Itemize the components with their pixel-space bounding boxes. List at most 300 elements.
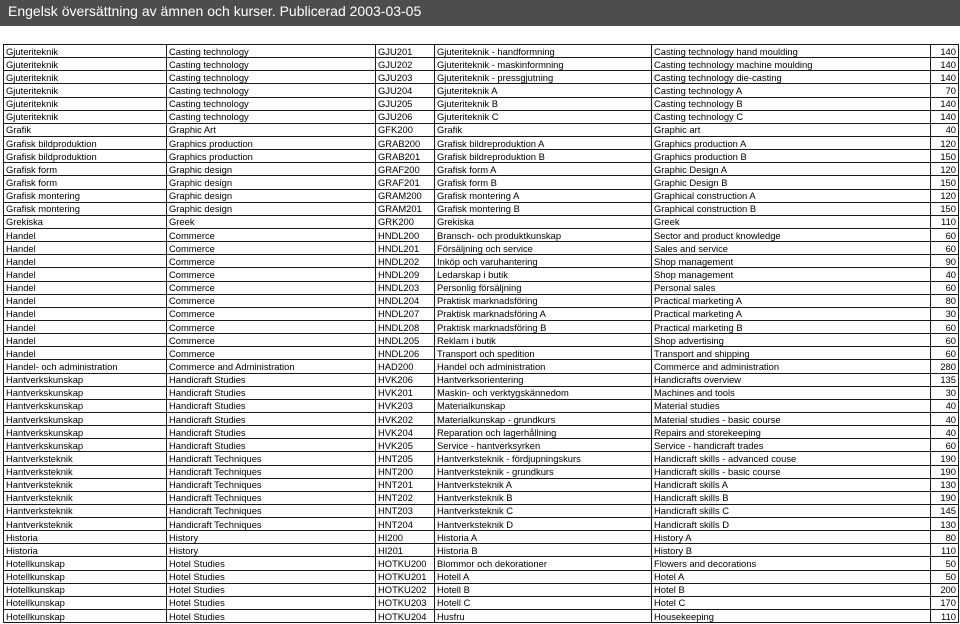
course-code-cell: HAD200 <box>376 360 435 373</box>
course-sv-cell: Grafik <box>435 123 652 136</box>
subject-sv-cell: Grafisk bildproduktion <box>4 136 167 149</box>
subject-en-cell: Hotel Studies <box>167 596 376 609</box>
table-row <box>4 123 959 136</box>
course-en-cell: Personal sales <box>652 281 931 294</box>
course-code-cell: HNT201 <box>376 478 435 491</box>
subject-sv-cell: Hantverksteknik <box>4 518 167 531</box>
course-en-cell: Greek <box>652 215 931 228</box>
course-sv-cell: Handel och administration <box>435 360 652 373</box>
course-sv-cell: Grafisk form A <box>435 163 652 176</box>
subject-en-cell: Handicraft Studies <box>167 399 376 412</box>
table-row <box>4 84 959 97</box>
table-row <box>4 373 959 386</box>
points-cell: 60 <box>931 334 959 347</box>
course-en-cell: Shop management <box>652 268 931 281</box>
course-en-cell: Hotel C <box>652 596 931 609</box>
course-en-cell: History A <box>652 531 931 544</box>
table-row <box>4 531 959 544</box>
subject-sv-cell: Hantverksteknik <box>4 491 167 504</box>
subject-sv-cell: Gjuteriteknik <box>4 110 167 123</box>
subject-en-cell: Graphic design <box>167 202 376 215</box>
points-cell: 120 <box>931 136 959 149</box>
course-code-cell: HNDL202 <box>376 255 435 268</box>
course-code-cell: HNDL207 <box>376 307 435 320</box>
subject-en-cell: Casting technology <box>167 97 376 110</box>
course-sv-cell: Gjuteriteknik - pressgjutning <box>435 71 652 84</box>
course-sv-cell: Service - hantverksyrken <box>435 439 652 452</box>
course-sv-cell: Gjuteriteknik - handformning <box>435 45 652 58</box>
course-sv-cell: Husfru <box>435 610 652 623</box>
subject-sv-cell: Hotellkunskap <box>4 583 167 596</box>
points-cell: 60 <box>931 228 959 241</box>
subject-sv-cell: Grafisk montering <box>4 189 167 202</box>
points-cell: 135 <box>931 373 959 386</box>
course-code-cell: HNDL209 <box>376 268 435 281</box>
points-cell: 120 <box>931 189 959 202</box>
course-code-cell: HNDL204 <box>376 294 435 307</box>
course-sv-cell: Ledarskap i butik <box>435 268 652 281</box>
course-sv-cell: Grafisk bildreproduktion B <box>435 150 652 163</box>
course-code-cell: GRAB200 <box>376 136 435 149</box>
course-sv-cell: Historia B <box>435 544 652 557</box>
course-code-cell: HVK202 <box>376 412 435 425</box>
subject-sv-cell: Handel <box>4 242 167 255</box>
subject-sv-cell: Grafik <box>4 123 167 136</box>
course-code-cell: GJU206 <box>376 110 435 123</box>
course-en-cell: Shop advertising <box>652 334 931 347</box>
course-en-cell: Housekeeping <box>652 610 931 623</box>
subject-sv-cell: Hantverksteknik <box>4 452 167 465</box>
subject-sv-cell: Hotellkunskap <box>4 596 167 609</box>
points-cell: 140 <box>931 110 959 123</box>
course-sv-cell: Grekiska <box>435 215 652 228</box>
course-code-cell: HNDL206 <box>376 347 435 360</box>
subject-en-cell: Casting technology <box>167 110 376 123</box>
table-row <box>4 281 959 294</box>
course-en-cell: History B <box>652 544 931 557</box>
page-header <box>0 0 960 26</box>
subject-sv-cell: Grekiska <box>4 215 167 228</box>
course-code-cell: GRAF201 <box>376 176 435 189</box>
table-row <box>4 176 959 189</box>
subject-en-cell: Hotel Studies <box>167 557 376 570</box>
table-row <box>4 294 959 307</box>
subject-en-cell: Commerce and Administration <box>167 360 376 373</box>
course-en-cell: Graphical construction B <box>652 202 931 215</box>
subject-en-cell: Handicraft Techniques <box>167 465 376 478</box>
table-row <box>4 570 959 583</box>
points-cell: 150 <box>931 150 959 163</box>
course-en-cell: Transport and shipping <box>652 347 931 360</box>
points-cell: 90 <box>931 255 959 268</box>
course-en-cell: Casting technology hand moulding <box>652 45 931 58</box>
course-en-cell: Sector and product knowledge <box>652 228 931 241</box>
points-cell: 140 <box>931 71 959 84</box>
table-row <box>4 360 959 373</box>
subject-sv-cell: Hantverkskunskap <box>4 426 167 439</box>
course-en-cell: Practical marketing B <box>652 320 931 333</box>
course-sv-cell: Materialkunskap <box>435 399 652 412</box>
points-cell: 130 <box>931 478 959 491</box>
course-code-cell: GJU203 <box>376 71 435 84</box>
points-cell: 60 <box>931 320 959 333</box>
course-sv-cell: Försäljning och service <box>435 242 652 255</box>
course-code-cell: HOTKU204 <box>376 610 435 623</box>
subject-sv-cell: Handel <box>4 228 167 241</box>
course-sv-cell: Hotell C <box>435 596 652 609</box>
table-row <box>4 386 959 399</box>
subject-en-cell: Handicraft Studies <box>167 386 376 399</box>
table-row <box>4 439 959 452</box>
subject-en-cell: Commerce <box>167 242 376 255</box>
course-code-cell: HVK204 <box>376 426 435 439</box>
subject-en-cell: Handicraft Techniques <box>167 452 376 465</box>
course-code-cell: HNDL205 <box>376 334 435 347</box>
course-code-cell: GFK200 <box>376 123 435 136</box>
subject-en-cell: Commerce <box>167 281 376 294</box>
points-cell: 60 <box>931 347 959 360</box>
course-en-cell: Repairs and storekeeping <box>652 426 931 439</box>
subject-en-cell: Handicraft Studies <box>167 439 376 452</box>
subject-en-cell: Greek <box>167 215 376 228</box>
table-row <box>4 163 959 176</box>
table-row <box>4 242 959 255</box>
table-row <box>4 465 959 478</box>
course-en-cell: Hotel A <box>652 570 931 583</box>
table-row <box>4 268 959 281</box>
subject-sv-cell: Gjuteriteknik <box>4 58 167 71</box>
page-title: Engelsk översättning av ämnen och kurser. Publicerad 2003-03-05 <box>8 3 422 19</box>
course-code-cell: HOTKU202 <box>376 583 435 596</box>
course-code-cell: GRAB201 <box>376 150 435 163</box>
points-cell: 190 <box>931 452 959 465</box>
subject-en-cell: Hotel Studies <box>167 583 376 596</box>
course-sv-cell: Hantverksteknik - grundkurs <box>435 465 652 478</box>
course-en-cell: Material studies <box>652 399 931 412</box>
subject-en-cell: Commerce <box>167 228 376 241</box>
subject-en-cell: Casting technology <box>167 58 376 71</box>
course-sv-cell: Grafisk montering B <box>435 202 652 215</box>
course-table <box>3 44 959 623</box>
subject-en-cell: Hotel Studies <box>167 610 376 623</box>
table-row <box>4 334 959 347</box>
points-cell: 140 <box>931 45 959 58</box>
subject-sv-cell: Handel <box>4 347 167 360</box>
course-code-cell: HOTKU200 <box>376 557 435 570</box>
points-cell: 30 <box>931 386 959 399</box>
table-row <box>4 320 959 333</box>
subject-en-cell: Commerce <box>167 334 376 347</box>
table-row <box>4 202 959 215</box>
subject-sv-cell: Hantverkskunskap <box>4 439 167 452</box>
subject-sv-cell: Historia <box>4 544 167 557</box>
subject-sv-cell: Hantverkskunskap <box>4 412 167 425</box>
course-en-cell: Casting technology machine moulding <box>652 58 931 71</box>
course-en-cell: Machines and tools <box>652 386 931 399</box>
table-row <box>4 399 959 412</box>
course-en-cell: Casting technology C <box>652 110 931 123</box>
subject-sv-cell: Handel- och administration <box>4 360 167 373</box>
subject-sv-cell: Gjuteriteknik <box>4 97 167 110</box>
course-sv-cell: Grafisk bildreproduktion A <box>435 136 652 149</box>
course-sv-cell: Hantverksteknik - fördjupningskurs <box>435 452 652 465</box>
subject-sv-cell: Gjuteriteknik <box>4 84 167 97</box>
subject-sv-cell: Hantverksteknik <box>4 465 167 478</box>
course-sv-cell: Reklam i butik <box>435 334 652 347</box>
course-en-cell: Graphic art <box>652 123 931 136</box>
course-sv-cell: Grafisk montering A <box>435 189 652 202</box>
subject-en-cell: Handicraft Techniques <box>167 518 376 531</box>
points-cell: 60 <box>931 281 959 294</box>
course-code-cell: HNDL201 <box>376 242 435 255</box>
points-cell: 110 <box>931 215 959 228</box>
table-row <box>4 255 959 268</box>
table-row <box>4 610 959 623</box>
points-cell: 145 <box>931 504 959 517</box>
subject-en-cell: Commerce <box>167 347 376 360</box>
points-cell: 150 <box>931 202 959 215</box>
course-en-cell: Handicraft skills D <box>652 518 931 531</box>
course-en-cell: Graphical construction A <box>652 189 931 202</box>
course-en-cell: Sales and service <box>652 242 931 255</box>
course-en-cell: Handicraft skills A <box>652 478 931 491</box>
points-cell: 190 <box>931 491 959 504</box>
course-sv-cell: Hotell B <box>435 583 652 596</box>
subject-en-cell: Commerce <box>167 320 376 333</box>
subject-sv-cell: Handel <box>4 334 167 347</box>
course-en-cell: Handicraft skills C <box>652 504 931 517</box>
points-cell: 40 <box>931 412 959 425</box>
table-row <box>4 426 959 439</box>
course-code-cell: GRAF200 <box>376 163 435 176</box>
table-row <box>4 189 959 202</box>
subject-sv-cell: Hantverksteknik <box>4 504 167 517</box>
subject-sv-cell: Hotellkunskap <box>4 570 167 583</box>
course-code-cell: HI201 <box>376 544 435 557</box>
subject-sv-cell: Hotellkunskap <box>4 610 167 623</box>
subject-sv-cell: Hantverkskunskap <box>4 386 167 399</box>
subject-sv-cell: Handel <box>4 307 167 320</box>
points-cell: 30 <box>931 307 959 320</box>
course-en-cell: Hotel B <box>652 583 931 596</box>
subject-en-cell: Commerce <box>167 307 376 320</box>
course-code-cell: GRK200 <box>376 215 435 228</box>
table-row <box>4 45 959 58</box>
subject-en-cell: Graphic design <box>167 163 376 176</box>
points-cell: 170 <box>931 596 959 609</box>
course-code-cell: HNDL203 <box>376 281 435 294</box>
course-sv-cell: Maskin- och verktygskännedom <box>435 386 652 399</box>
points-cell: 80 <box>931 294 959 307</box>
table-row <box>4 452 959 465</box>
subject-en-cell: Commerce <box>167 255 376 268</box>
points-cell: 40 <box>931 268 959 281</box>
subject-en-cell: Hotel Studies <box>167 570 376 583</box>
subject-en-cell: Handicraft Techniques <box>167 491 376 504</box>
table-row <box>4 71 959 84</box>
course-en-cell: Graphics production B <box>652 150 931 163</box>
points-cell: 110 <box>931 544 959 557</box>
course-en-cell: Casting technology die-casting <box>652 71 931 84</box>
course-code-cell: GJU204 <box>376 84 435 97</box>
points-cell: 50 <box>931 570 959 583</box>
course-sv-cell: Hantverksteknik C <box>435 504 652 517</box>
points-cell: 80 <box>931 531 959 544</box>
points-cell: 140 <box>931 58 959 71</box>
table-body <box>4 45 959 623</box>
points-cell: 150 <box>931 176 959 189</box>
points-cell: 110 <box>931 610 959 623</box>
course-sv-cell: Reparation och lagerhållning <box>435 426 652 439</box>
points-cell: 130 <box>931 518 959 531</box>
course-en-cell: Practical marketing A <box>652 294 931 307</box>
table-row <box>4 583 959 596</box>
course-sv-cell: Praktisk marknadsföring <box>435 294 652 307</box>
course-sv-cell: Hantverksorientering <box>435 373 652 386</box>
table-row <box>4 478 959 491</box>
course-en-cell: Handicraft skills - advanced couse <box>652 452 931 465</box>
course-en-cell: Practical marketing A <box>652 307 931 320</box>
course-sv-cell: Hotell A <box>435 570 652 583</box>
points-cell: 40 <box>931 426 959 439</box>
table-row <box>4 412 959 425</box>
course-sv-cell: Personlig försäljning <box>435 281 652 294</box>
course-en-cell: Casting technology A <box>652 84 931 97</box>
subject-sv-cell: Historia <box>4 531 167 544</box>
points-cell: 120 <box>931 163 959 176</box>
course-en-cell: Graphics production A <box>652 136 931 149</box>
course-sv-cell: Gjuteriteknik B <box>435 97 652 110</box>
subject-sv-cell: Hantverksteknik <box>4 478 167 491</box>
subject-sv-cell: Hantverkskunskap <box>4 373 167 386</box>
subject-sv-cell: Gjuteriteknik <box>4 71 167 84</box>
course-sv-cell: Hantverksteknik B <box>435 491 652 504</box>
table-row <box>4 347 959 360</box>
subject-en-cell: Graphics production <box>167 136 376 149</box>
course-code-cell: HNT202 <box>376 491 435 504</box>
subject-en-cell: Commerce <box>167 268 376 281</box>
subject-en-cell: Graphic design <box>167 189 376 202</box>
subject-en-cell: Graphics production <box>167 150 376 163</box>
points-cell: 60 <box>931 439 959 452</box>
table-row <box>4 228 959 241</box>
course-sv-cell: Praktisk marknadsföring B <box>435 320 652 333</box>
subject-en-cell: Handicraft Studies <box>167 373 376 386</box>
table-row <box>4 58 959 71</box>
points-cell: 280 <box>931 360 959 373</box>
subject-en-cell: Casting technology <box>167 84 376 97</box>
points-cell: 60 <box>931 242 959 255</box>
table-row <box>4 150 959 163</box>
course-code-cell: GJU205 <box>376 97 435 110</box>
table-row <box>4 307 959 320</box>
course-en-cell: Shop management <box>652 255 931 268</box>
course-en-cell: Service - handicraft trades <box>652 439 931 452</box>
subject-sv-cell: Handel <box>4 255 167 268</box>
course-en-cell: Flowers and decorations <box>652 557 931 570</box>
course-code-cell: HNT205 <box>376 452 435 465</box>
table-row <box>4 491 959 504</box>
table-row <box>4 136 959 149</box>
subject-sv-cell: Gjuteriteknik <box>4 45 167 58</box>
course-code-cell: HOTKU201 <box>376 570 435 583</box>
course-code-cell: HNT200 <box>376 465 435 478</box>
subject-en-cell: History <box>167 544 376 557</box>
course-sv-cell: Praktisk marknadsföring A <box>435 307 652 320</box>
points-cell: 190 <box>931 465 959 478</box>
course-code-cell: HNDL200 <box>376 228 435 241</box>
table-row <box>4 97 959 110</box>
points-cell: 40 <box>931 399 959 412</box>
course-en-cell: Material studies - basic course <box>652 412 931 425</box>
subject-sv-cell: Handel <box>4 320 167 333</box>
course-en-cell: Handicraft skills B <box>652 491 931 504</box>
course-code-cell: GJU202 <box>376 58 435 71</box>
subject-sv-cell: Grafisk form <box>4 163 167 176</box>
course-code-cell: HVK205 <box>376 439 435 452</box>
course-code-cell: HNT204 <box>376 518 435 531</box>
course-code-cell: HOTKU203 <box>376 596 435 609</box>
subject-en-cell: Handicraft Techniques <box>167 504 376 517</box>
subject-sv-cell: Grafisk montering <box>4 202 167 215</box>
points-cell: 50 <box>931 557 959 570</box>
points-cell: 200 <box>931 583 959 596</box>
table-row <box>4 215 959 228</box>
points-cell: 140 <box>931 97 959 110</box>
course-sv-cell: Hantverksteknik A <box>435 478 652 491</box>
subject-sv-cell: Grafisk bildproduktion <box>4 150 167 163</box>
course-code-cell: HNDL208 <box>376 320 435 333</box>
points-cell: 40 <box>931 123 959 136</box>
course-sv-cell: Transport och spedition <box>435 347 652 360</box>
course-code-cell: HVK201 <box>376 386 435 399</box>
course-en-cell: Graphic Design A <box>652 163 931 176</box>
course-en-cell: Handicraft skills - basic course <box>652 465 931 478</box>
table-row <box>4 557 959 570</box>
course-sv-cell: Grafisk form B <box>435 176 652 189</box>
subject-en-cell: Graphic Art <box>167 123 376 136</box>
course-code-cell: GJU201 <box>376 45 435 58</box>
course-sv-cell: Gjuteriteknik - maskinformning <box>435 58 652 71</box>
course-sv-cell: Gjuteriteknik C <box>435 110 652 123</box>
subject-en-cell: Commerce <box>167 294 376 307</box>
subject-sv-cell: Grafisk form <box>4 176 167 189</box>
course-sv-cell: Historia A <box>435 531 652 544</box>
course-code-cell: HI200 <box>376 531 435 544</box>
table-row <box>4 504 959 517</box>
subject-en-cell: Casting technology <box>167 45 376 58</box>
course-code-cell: HVK203 <box>376 399 435 412</box>
course-en-cell: Casting technology B <box>652 97 931 110</box>
subject-sv-cell: Hotellkunskap <box>4 557 167 570</box>
course-code-cell: HNT203 <box>376 504 435 517</box>
subject-sv-cell: Handel <box>4 294 167 307</box>
points-cell: 70 <box>931 84 959 97</box>
course-en-cell: Graphic Design B <box>652 176 931 189</box>
course-sv-cell: Inköp och varuhantering <box>435 255 652 268</box>
subject-en-cell: History <box>167 531 376 544</box>
course-en-cell: Handicrafts overview <box>652 373 931 386</box>
course-sv-cell: Bransch- och produktkunskap <box>435 228 652 241</box>
course-sv-cell: Materialkunskap - grundkurs <box>435 412 652 425</box>
course-code-cell: GRAM200 <box>376 189 435 202</box>
subject-en-cell: Handicraft Studies <box>167 426 376 439</box>
course-sv-cell: Blommor och dekorationer <box>435 557 652 570</box>
course-en-cell: Commerce and administration <box>652 360 931 373</box>
subject-sv-cell: Hantverkskunskap <box>4 399 167 412</box>
subject-sv-cell: Handel <box>4 281 167 294</box>
subject-en-cell: Casting technology <box>167 71 376 84</box>
